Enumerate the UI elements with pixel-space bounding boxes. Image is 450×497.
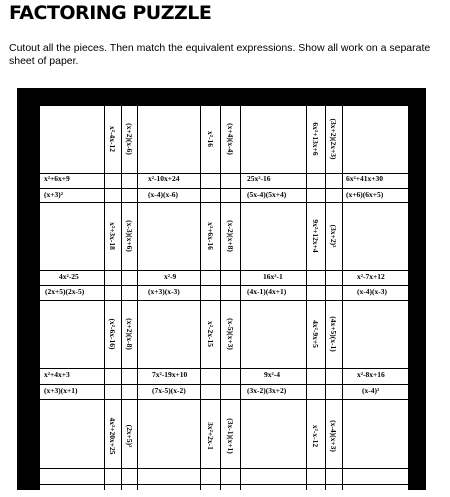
puzzle-grid (40, 106, 408, 490)
grid-line (325, 106, 326, 490)
grid-line (240, 106, 241, 490)
expression: 9x²+12x+4 (310, 219, 320, 253)
expression: 25x²-16 (247, 174, 271, 183)
expression: (x²-6x-16) (107, 318, 117, 350)
expression: (5x-4)(5x+4) (247, 190, 287, 199)
expression: x²-10x+24 (148, 174, 180, 183)
grid-line (40, 285, 408, 286)
grid-line (306, 106, 307, 490)
expression: x²-4x-12 (107, 126, 117, 152)
grid-line (40, 468, 408, 469)
expression: (x-4)(x-6) (148, 190, 178, 199)
expression: (x+2)(x-8) (124, 318, 134, 350)
expression: x²-16 (205, 131, 215, 147)
expression: (2x+5)² (124, 424, 134, 448)
grid-line (40, 399, 408, 400)
expression: x²-x-12 (310, 424, 320, 448)
expression: (x-3)(x+6) (124, 220, 134, 252)
expression: x²+6x+9 (44, 174, 70, 183)
expression: (x+6)(6x+5) (346, 190, 384, 199)
expression: (x+4)(x-4) (225, 123, 235, 155)
expression: 4x²-25 (59, 272, 79, 281)
grid-line (40, 484, 408, 485)
grid-line (40, 384, 408, 385)
grid-line (137, 106, 138, 490)
expression: 9x²-4 (264, 370, 280, 379)
expression: x²+3x-18 (107, 222, 117, 250)
page-title: FACTORING PUZZLE (9, 2, 212, 24)
expression: (x-4)(x-3) (357, 287, 387, 296)
expression: (x+3)(x+1) (44, 386, 78, 395)
instructions: Cutout all the pieces. Then match the equivalent expressions. Show all work on a separate sheet of paper. (9, 42, 431, 67)
expression: x²+6x-16 (205, 222, 215, 250)
expression: (x-2)(x+8) (225, 220, 235, 252)
expression: (4x-1)(4x+1) (247, 287, 287, 296)
expression: x²-8x+16 (357, 370, 385, 379)
expression: 6x²+41x+30 (346, 174, 384, 183)
expression: (x-4)(x+3) (328, 420, 338, 452)
grid-line (40, 368, 408, 369)
expression: 6x²+13x+6 (310, 122, 320, 156)
grid-line (40, 270, 408, 271)
grid-line (104, 106, 105, 490)
expression: (3x-1)(x+1) (225, 418, 235, 454)
expression: (3x+2)² (328, 224, 338, 248)
expression: 7x²-19x+10 (152, 370, 188, 379)
expression: x²+4x+3 (44, 370, 70, 379)
grid-line (40, 188, 408, 189)
expression: (3x-2)(3x+2) (247, 386, 287, 395)
expression: (7x-5)(x-2) (152, 386, 186, 395)
expression: (x+3)(x-3) (148, 287, 180, 296)
expression: (x-5)(x+3) (225, 318, 235, 350)
expression: (2x+5)(2x-5) (45, 287, 85, 296)
expression: 16x²-1 (263, 272, 283, 281)
grid-line (200, 106, 201, 490)
grid-line (40, 202, 408, 203)
expression: 3x²+2x-1 (205, 422, 215, 450)
expression: 4x²-9x+5 (310, 320, 320, 348)
expression: (x+2)(x-6) (124, 123, 134, 155)
grid-line (220, 106, 221, 490)
expression: (x+3)² (44, 190, 64, 199)
expression: x²-9 (164, 272, 177, 281)
expression: x²-7x+12 (357, 272, 385, 281)
expression: (x-4)² (362, 386, 380, 395)
grid-line (121, 106, 122, 490)
expression: (3x+2)(2x+3) (328, 118, 338, 160)
expression: 4x²+20x+25 (107, 417, 117, 455)
grid-line (342, 106, 343, 490)
expression: (4x+5)(x-1) (328, 316, 338, 352)
expression: x²-2x-15 (205, 321, 215, 347)
grid-line (40, 300, 408, 301)
